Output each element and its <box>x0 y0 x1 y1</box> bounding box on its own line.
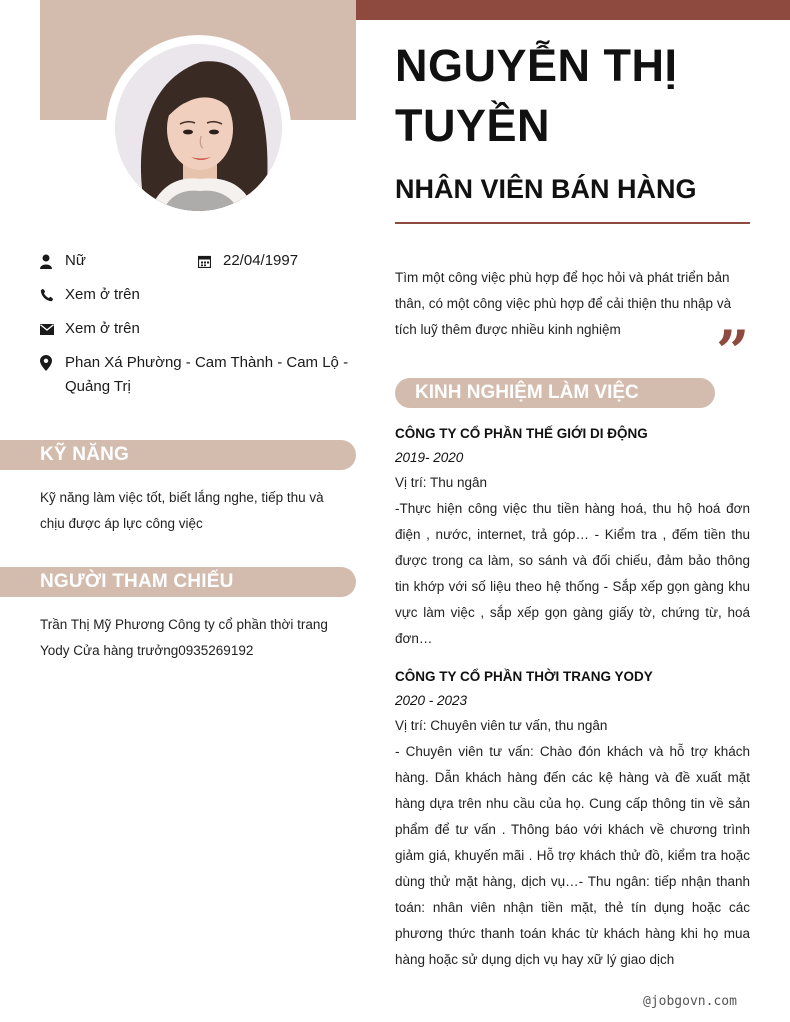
gender-row <box>40 249 86 273</box>
envelope-icon <box>40 317 65 341</box>
phone-row <box>40 283 140 307</box>
phone-value: Xem ở trên <box>65 286 140 303</box>
references-text: Trần Thị Mỹ Phương Công ty cổ phần thời trang Yody Cửa hàng trưởng0935269192 <box>40 617 328 658</box>
map-pin-icon <box>40 351 65 375</box>
address-value: Phan Xá Phường - Cam Thành - Cam Lộ - Quảng Trị <box>65 354 349 395</box>
work-period: 2019- 2020 <box>395 450 464 465</box>
company-name: CÔNG TY CỔ PHẦN THỜI TRANG YODY <box>395 669 653 684</box>
title-divider <box>395 222 750 224</box>
work-period: 2020 - 2023 <box>395 693 468 708</box>
career-objective: Tìm một công việc phù hợp để học hỏi và phát triển bản thân, có một công việc phù hợp để cải thiện thu nhập và tích luỹ thêm được nhiều kinh nghiệm <box>395 270 732 337</box>
skills-title: KỸ NĂNG <box>40 444 130 465</box>
watermark: @jobgovn.com <box>643 994 737 1009</box>
skills-text: Kỹ năng làm việc tốt, biết lắng nghe, tiếp thu và chịu được áp lực công việc <box>40 490 324 531</box>
job-position: Vị trí: Thu ngân <box>395 475 488 490</box>
job-title: NHÂN VIÊN BÁN HÀNG <box>395 174 697 204</box>
quote-icon: ” <box>716 318 750 386</box>
header-accent-bar <box>356 0 790 20</box>
job-description: - Chuyên viên tư vấn: Chào đón khách và hỗ trợ khách hàng. Dẫn khách hàng đến các kệ hàng và đề xuất mặt hàng dựa trên nhu cầu của họ. Cung cấp thông tin về sản phẩm để tư vấn . Thông báo với khách về chương trình giảm giá, khuyến mãi . Hỗ trợ khách thử đồ, kiểm tra hoặc dùng thử mặt hàng, dịch vụ…- Thu ngân: tiếp nhận thanh toán: nhân viên nhận tiền mặt, thẻ tín dụng hoặc các phương thức thanh toán khác từ khách hàng khi họ mua hàng hoặc sử dụng dịch vụ hay xữ lý giao dịch <box>395 744 750 967</box>
birthday-row <box>198 249 298 273</box>
company-name: CÔNG TY CỔ PHẦN THẾ GIỚI DI ĐỘNG <box>395 426 648 441</box>
skills-section-header <box>0 440 356 470</box>
job-description: -Thực hiện công việc thu tiền hàng hoá, thu hộ hoá đơn điện , nước, internet, trả góp… - Kiểm tra , đếm tiền thu được trong ca làm, so sánh và đối chiếu, đảm bảo thông tin khớp với số liệu theo hệ thống - Sắp xếp gọn gàng khu vực làm việc , sắp xếp gọn gàng giấy tờ, chứng từ, hoá đơn… <box>395 501 750 646</box>
phone-icon <box>40 283 65 307</box>
calendar-icon <box>198 249 223 273</box>
job-position: Vị trí: Chuyên viên tư vấn, thu ngân <box>395 718 608 733</box>
email-value: Xem ở trên <box>65 320 140 337</box>
experience-item <box>395 422 750 652</box>
gender-value: Nữ <box>65 252 86 269</box>
experience-title: KINH NGHIỆM LÀM VIỆC <box>415 382 639 403</box>
person-icon <box>40 249 65 273</box>
avatar-photo <box>115 44 282 211</box>
email-row <box>40 317 140 341</box>
candidate-name: NGUYỄN THỊ TUYỀN <box>395 40 678 151</box>
address-row <box>40 351 356 399</box>
experience-item <box>395 665 750 973</box>
experience-section-header <box>395 378 715 408</box>
references-section-header <box>0 567 356 597</box>
references-title: NGƯỜI THAM CHIẾU <box>40 571 234 592</box>
avatar <box>115 44 282 211</box>
birthday-value: 22/04/1997 <box>223 252 299 269</box>
